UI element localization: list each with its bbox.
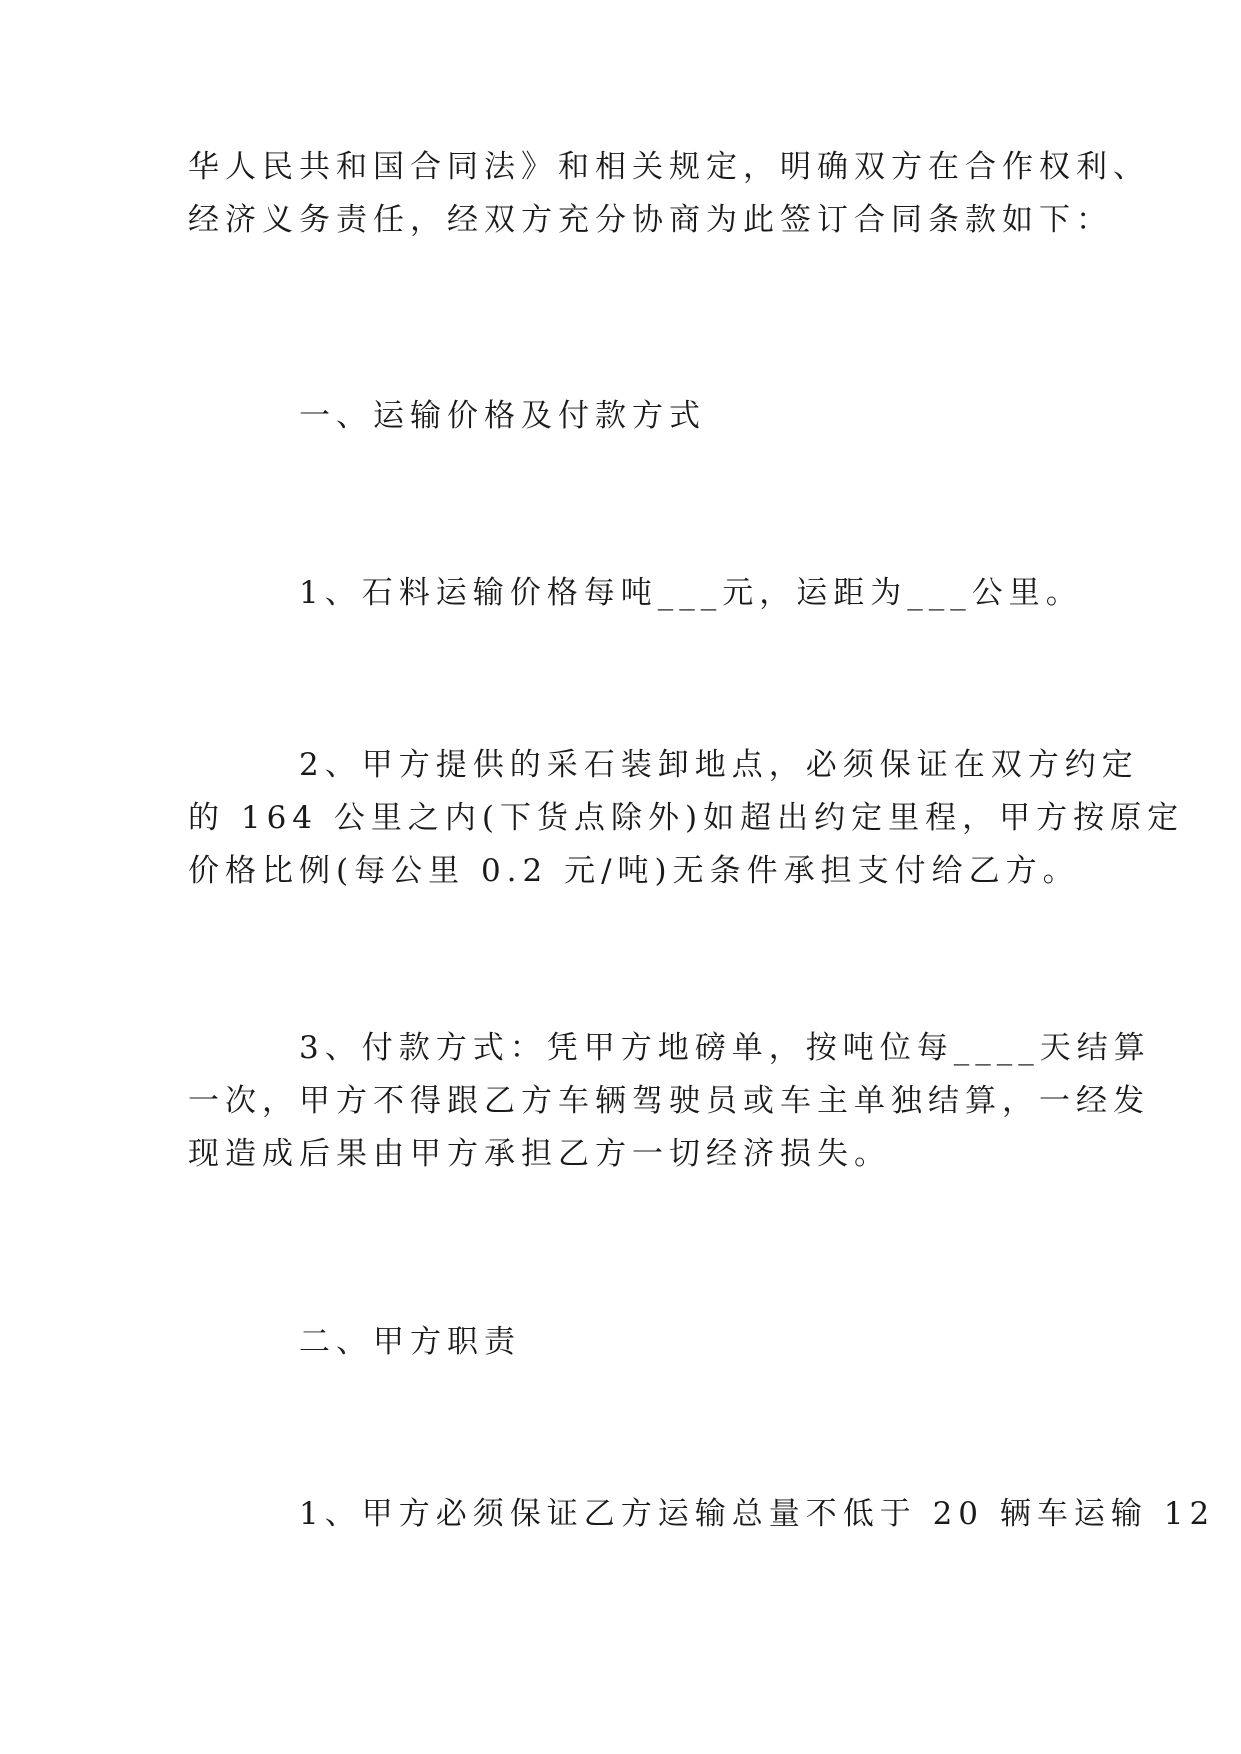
section-1-heading: 一、运输价格及付款方式 [299,398,706,434]
section-2-heading: 二、甲方职责 [299,1324,521,1360]
section-1-item-2-line-1: 2、甲方提供的采石装卸地点，必须保证在双方约定 [299,747,1139,783]
section-2-item-1-line-1: 1、甲方必须保证乙方运输总量不低于 20 辆车运输 12 [299,1496,1216,1532]
section-1-item-1-line-1: 1、石料运输价格每吨___元，运距为___公里。 [299,575,1083,611]
section-1-item-3-line-3: 现造成后果由甲方承担乙方一切经济损失。 [188,1136,891,1172]
intro-line-2: 经济义务责任，经双方充分协商为此签订合同条款如下： [188,202,1113,238]
section-1-item-3-line-2: 一次，甲方不得跟乙方车辆驾驶员或车主单独结算，一经发 [188,1083,1150,1119]
section-1-item-2-line-3: 价格比例(每公里 0.2 元/吨)无条件承担支付给乙方。 [188,853,1080,889]
section-1-item-3-line-1: 3、付款方式：凭甲方地磅单，按吨位每____天结算 [299,1030,1151,1066]
intro-line-1: 华人民共和国合同法》和相关规定，明确双方在合作权利、 [188,149,1150,185]
section-1-item-2-line-2: 的 164 公里之内(下货点除外)如超出约定里程，甲方按原定 [188,800,1185,836]
